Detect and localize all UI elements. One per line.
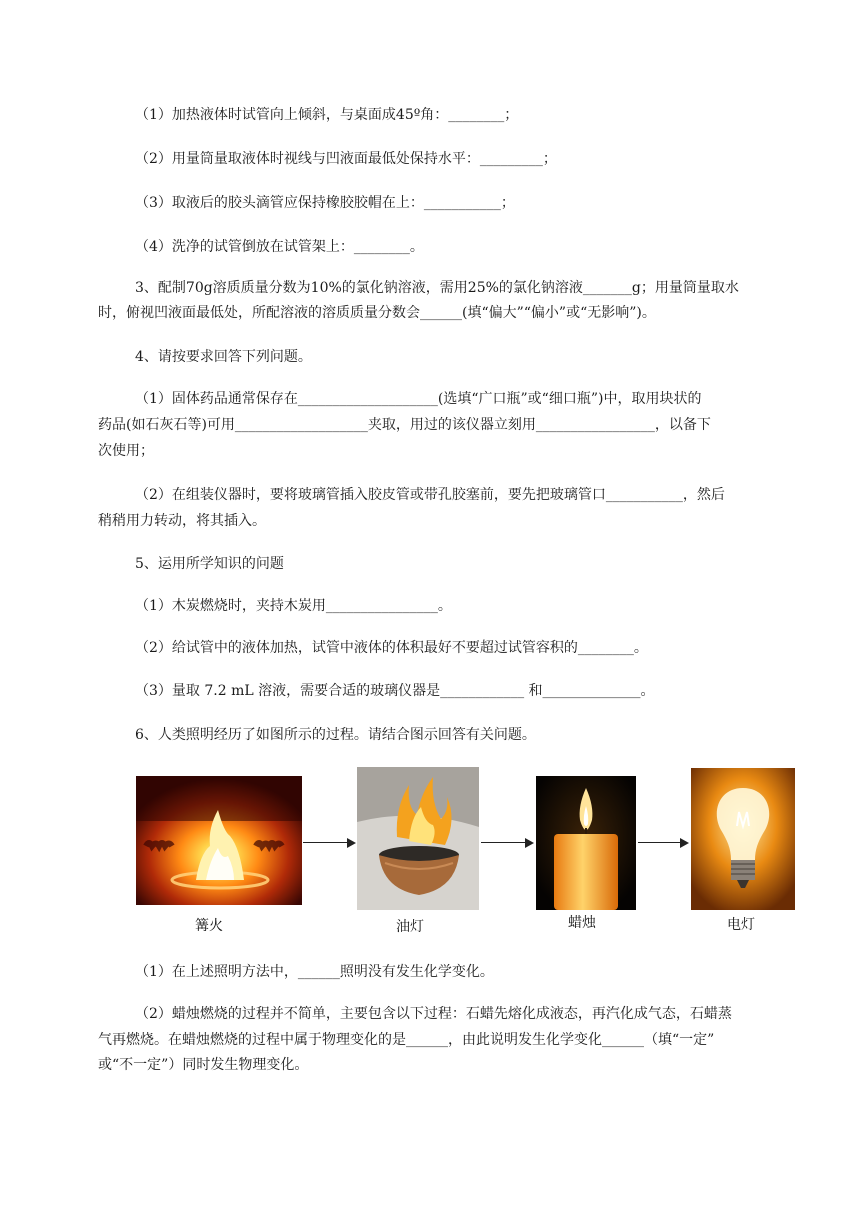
q2-item-4: （4）洗净的试管倒放在试管架上：________。	[135, 239, 424, 255]
q4-heading: 4、请按要求回答下列问题。	[135, 349, 312, 365]
q3-line-1: 3、配制70g溶质质量分数为10%的氯化钠溶液，需用25%的氯化钠溶液_______g；用量筒量取水	[135, 280, 739, 296]
q5-heading: 5、运用所学知识的问题	[135, 556, 284, 572]
q6-heading: 6、人类照明经历了如图所示的过程。请结合图示回答有关问题。	[135, 727, 536, 743]
caption-bonfire: 篝火	[195, 918, 223, 934]
q4-item-2-line-1: （2）在组装仪器时，要将玻璃管插入胶皮管或带孔胶塞前，要先把玻璃管口___________，然后	[135, 487, 725, 503]
q3-line-2: 时，俯视凹液面最低处，所配溶液的溶质质量分数会______(填“偏大”“偏小”或“无影响”)。	[98, 305, 656, 321]
light-bulb-image	[691, 768, 795, 910]
candle-image	[536, 776, 636, 910]
q5-item-2: （2）给试管中的液体加热，试管中液体的体积最好不要超过试管容积的________。	[135, 640, 648, 656]
q4-item-1-line-1: （1）固体药品通常保存在____________________(选填“广口瓶”或“细口瓶”)中，取用块状的	[135, 391, 702, 407]
q5-item-3: （3）量取 7.2 mL 溶液，需要合适的玻璃仪器是____________ 和______________。	[135, 683, 655, 699]
oil-lamp-image	[357, 767, 479, 910]
caption-candle: 蜡烛	[568, 915, 596, 931]
q6-item-2-line-2: 气再燃烧。在蜡烛燃烧的过程中属于物理变化的是______，由此说明发生化学变化______（填“一定”	[98, 1032, 715, 1048]
q4-item-1-line-3: 次使用；	[98, 443, 154, 459]
bonfire-image	[136, 776, 302, 905]
caption-electric-light: 电灯	[727, 917, 755, 933]
q2-item-2: （2）用量筒量取液体时视线与凹液面最低处保持水平：_________；	[135, 151, 557, 167]
q6-item-2-line-1: （2）蜡烛燃烧的过程并不简单，主要包含以下过程：石蜡先熔化成液态，再汽化成气态，石蜡蒸	[135, 1006, 732, 1022]
q4-item-2-line-2: 稍稍用力转动，将其插入。	[98, 513, 266, 529]
arrow-right-icon	[481, 837, 534, 849]
arrow-right-icon	[638, 837, 689, 849]
q2-item-3: （3）取液后的胶头滴管应保持橡胶胶帽在上：___________；	[135, 195, 515, 211]
q6-item-2-line-3: 或“不一定”）同时发生物理变化。	[98, 1057, 309, 1073]
arrow-right-icon	[303, 837, 356, 849]
caption-oil-lamp: 油灯	[396, 919, 424, 935]
q2-item-1: （1）加热液体时试管向上倾斜，与桌面成45º角：________；	[135, 107, 519, 123]
q6-item-1: （1）在上述照明方法中，______照明没有发生化学变化。	[135, 964, 494, 980]
q5-item-1: （1）木炭燃烧时，夹持木炭用________________。	[135, 598, 452, 614]
q4-item-1-line-2: 药品(如石灰石等)可用___________________夹取，用过的该仪器立刻用_________________，以备下	[98, 417, 711, 433]
